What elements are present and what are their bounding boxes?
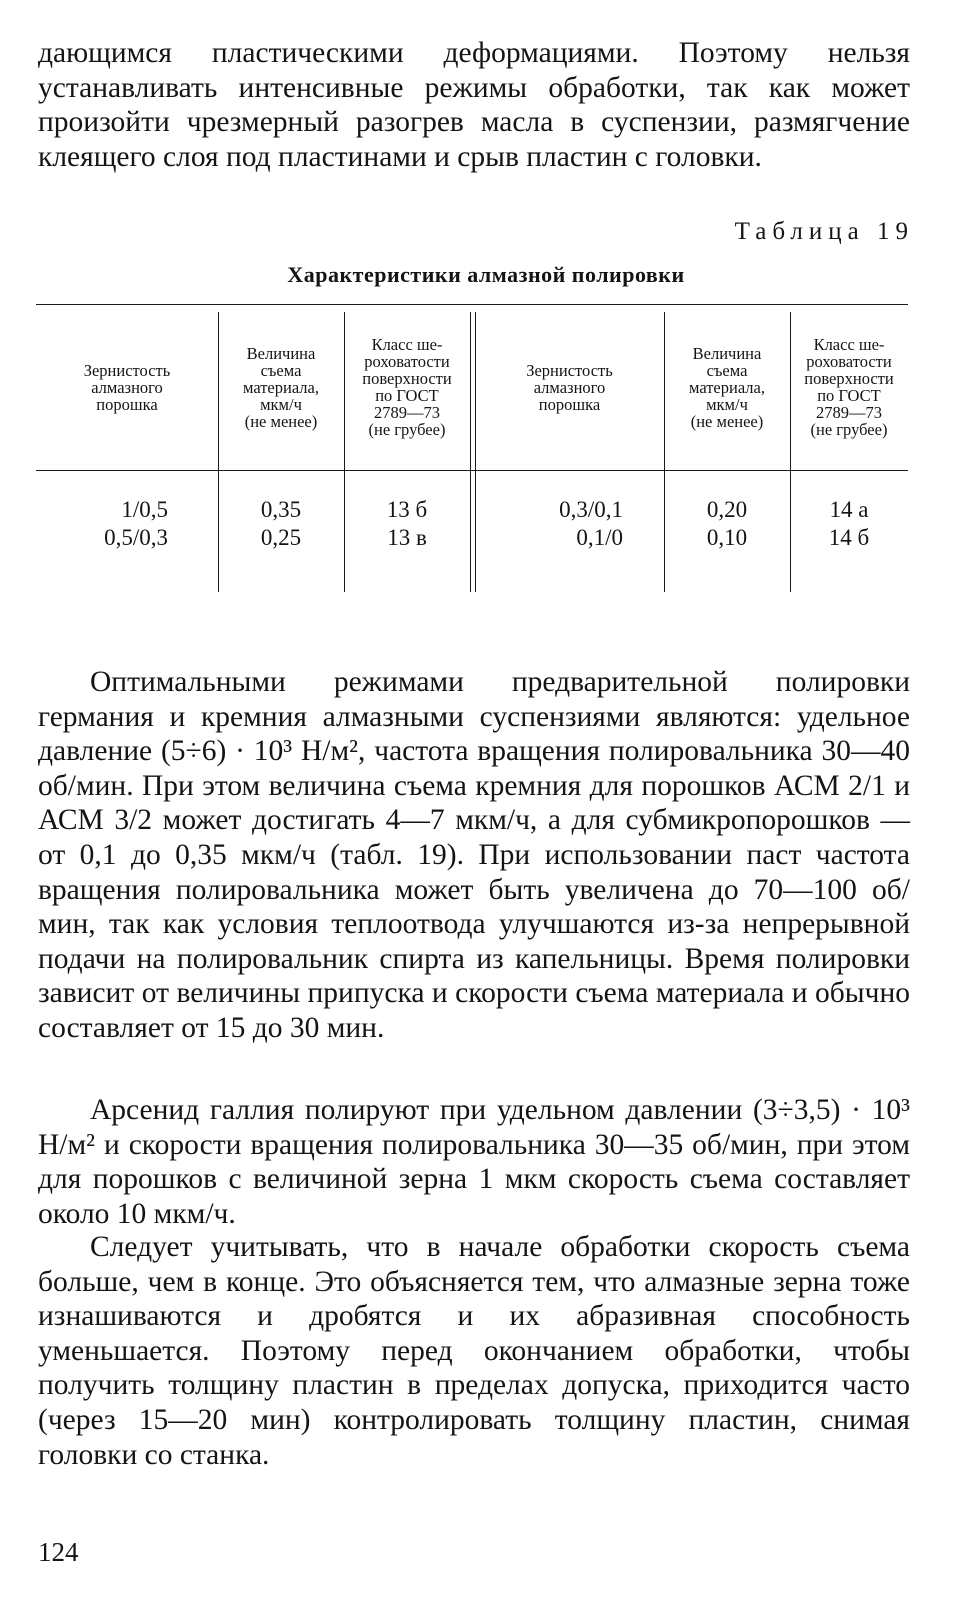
table-cell: 13 б 13 в	[386, 497, 428, 550]
paragraph-continuation: дающимся пластическими деформациями. Поэтому нельзя устанавливать интенсивные режимы обработки, так как может произойти чрезмерный разогрев масла в суспензии, размягчение клеящего слоя под пластинами и срыв пластин с головки.	[38, 37, 910, 173]
table-cell: 1/0,5 0,5/0,3	[104, 497, 168, 550]
table-header-rule	[36, 470, 908, 471]
table-cell: 0,35 0,25	[260, 497, 302, 550]
table-number-label: Таблица 19	[734, 218, 914, 245]
column-divider-double	[470, 312, 471, 592]
table-title: Характеристики алмазной полировки	[287, 262, 685, 287]
table-cell: 0,20 0,10	[706, 497, 748, 550]
header-rate-right: Величина съема материала, мкм/ч (не менее)	[689, 343, 765, 431]
table-cell: 0,3/0,1 0,1/0	[559, 497, 623, 550]
table-cell: 14 а 14 б	[828, 497, 870, 550]
page-number: 124	[38, 1537, 79, 1567]
header-rate-left: Величина съема материала, мкм/ч (не менее)	[243, 343, 319, 431]
paragraph-removal-rate: Следует учитывать, что в начале обработки скорость съема больше, чем в конце. Это объясняется тем, что алмазные зерна тоже изнашиваются и дробятся и их абразивная способность уменьшается. Поэтому перед окончанием обработки, чтобы получить толщину пластин в пределах допуска, приходится часто (через 15—20 мин) контролировать толщину пластин, снимая головки со станка.	[38, 1231, 910, 1471]
header-class-right: Класс ше- роховатости поверхности по ГОСТ 2789—73 (не грубее)	[804, 335, 894, 439]
header-grain-right: Зернистость алмазного порошка	[526, 360, 613, 414]
diamond-polishing-table	[36, 304, 908, 604]
header-class-left: Класс ше- роховатости поверхности по ГОСТ 2789—73 (не грубее)	[362, 335, 452, 439]
paragraph-polishing-modes: Оптимальными режимами предварительной полировки германия и кремния алмазными суспензиями являются: удельное давление (5÷6) · 10³ Н/м², частота вращения полировальника 30—40 об/мин. При этом величина съема кремния для порошков АСМ 2/1 и АСМ 3/2 может достигать 4—7 мкм/ч, а для субмикропорошков — от 0,1 до 0,35 мкм/ч (табл. 19). При использовании паст частота вращения полировальника может быть увеличена до 70—100 об/мин, так как условия теплоотвода улучшаются из-за непрерывной подачи на полировальник спирта из капельницы. Время полировки зависит от величины припуска и скорости съема материала и обычно составляет от 15 до 30 мин.	[38, 666, 910, 1044]
header-grain-left: Зернистость алмазного порошка	[83, 360, 171, 414]
paragraph-gallium-arsenide: Арсенид галлия полируют при удельном давлении (3÷3,5) · 10³ Н/м² и скорости вращения полировальника 30—35 об/мин, при этом для порошков с величиной зерна 1 мкм скорость съема составляет около 10 мкм/ч.	[38, 1094, 910, 1230]
